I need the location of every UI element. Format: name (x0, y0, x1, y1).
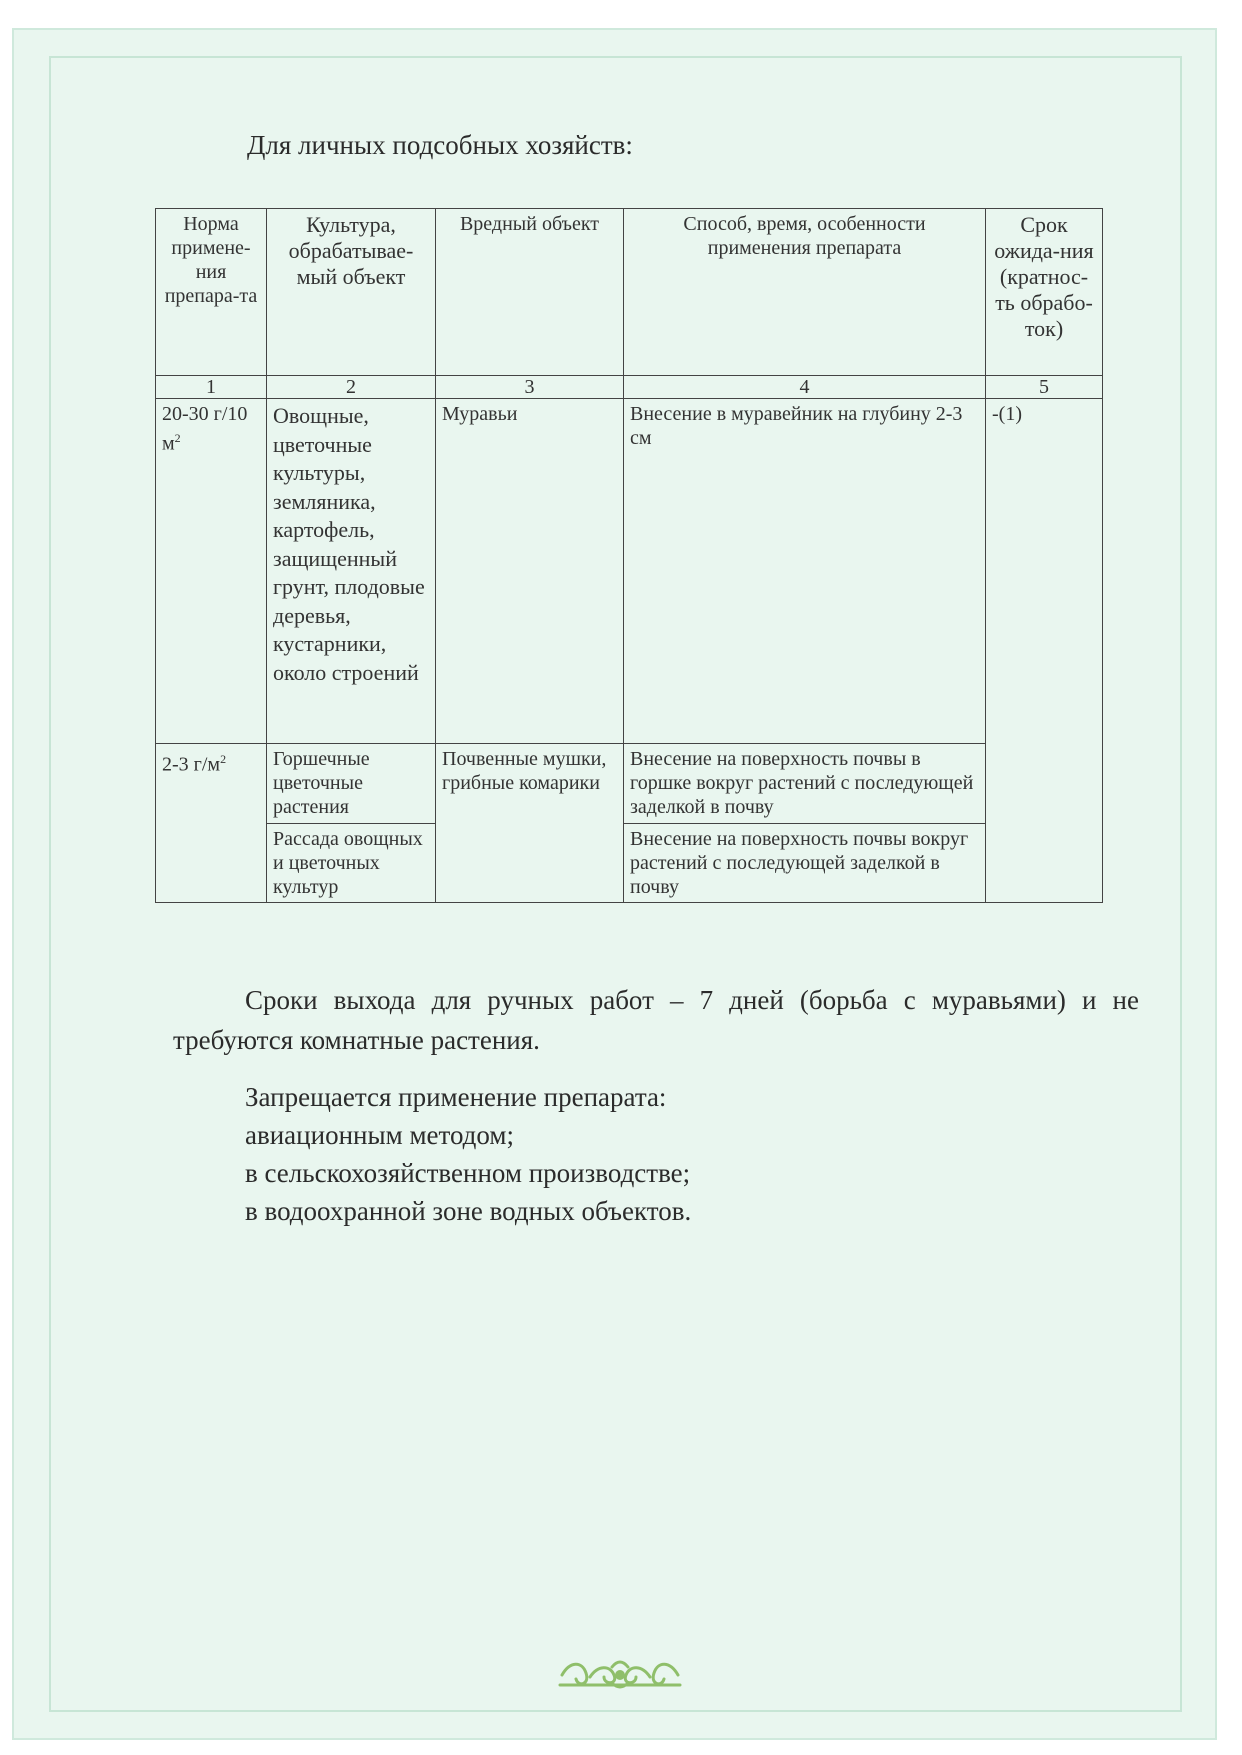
pest-cell: Муравьи (436, 399, 624, 744)
column-number: 3 (436, 376, 624, 399)
culture-cell (267, 744, 436, 903)
wait-cell: -(1) (986, 399, 1103, 903)
table-header-row (156, 209, 1103, 376)
section-heading: Для личных подсобных хозяйств: (247, 130, 633, 160)
rate-superscript: 2 (174, 431, 181, 445)
prohibition-block (245, 1078, 691, 1230)
work-terms-paragraph: Сроки выхода для ручных работ – 7 дней (борьба с муравьями) и не требуются комнатные растения. (173, 985, 1139, 1055)
header-pest: Вредный объект (436, 209, 624, 376)
culture-cell: Овощные, цветочные культуры, земляника, картофель, защищенный грунт, плодовые деревья, кустарники, около строений (267, 399, 436, 744)
rate-cell (156, 399, 267, 744)
header-method: Способ, время, особенности применения препарата (624, 209, 986, 376)
prohibition-item: в водоохранной зоне водных объектов. (245, 1196, 692, 1226)
method-cell: Внесение в муравейник на глубину 2-3 см (624, 399, 986, 744)
header-rate: Норма примене-ния препара-та (156, 209, 267, 376)
method-sub-a: Внесение на поверхность почвы в горшке вокруг растений с последующей заделкой в почву (630, 748, 974, 818)
rate-value: 2-3 г/м (162, 753, 221, 776)
table-row (156, 744, 1103, 903)
header-wait: Срок ожида-ния (кратнос-ть обрабо-ток) (986, 209, 1103, 376)
header-culture: Культура, обрабатывае-мый объект (267, 209, 436, 376)
prohibition-item: в сельскохозяйственном производстве; (245, 1158, 691, 1188)
rate-value: 20-30 г/10 м (162, 403, 248, 455)
rate-cell (156, 744, 267, 903)
table-row (156, 399, 1103, 744)
column-number: 4 (624, 376, 986, 399)
application-table (155, 208, 1103, 903)
prohibition-title: Запрещается применение препарата: (245, 1082, 667, 1112)
prohibition-item: авиационным методом; (245, 1120, 514, 1150)
culture-sub-b: Рассада овощных и цветочных культур (267, 823, 435, 899)
method-sub-b: Внесение на поверхность почвы вокруг растений с последующей заделкой в почву (624, 823, 985, 899)
method-cell (624, 744, 986, 903)
column-number: 5 (986, 376, 1103, 399)
column-number-row (156, 376, 1103, 399)
pest-cell: Почвенные мушки, грибные комарики (436, 744, 624, 903)
column-number: 2 (267, 376, 436, 399)
culture-sub-a: Горшечные цветочные растения (273, 748, 370, 818)
column-number: 1 (156, 376, 267, 399)
rate-superscript: 2 (220, 752, 227, 766)
ornament-icon (556, 1655, 684, 1691)
